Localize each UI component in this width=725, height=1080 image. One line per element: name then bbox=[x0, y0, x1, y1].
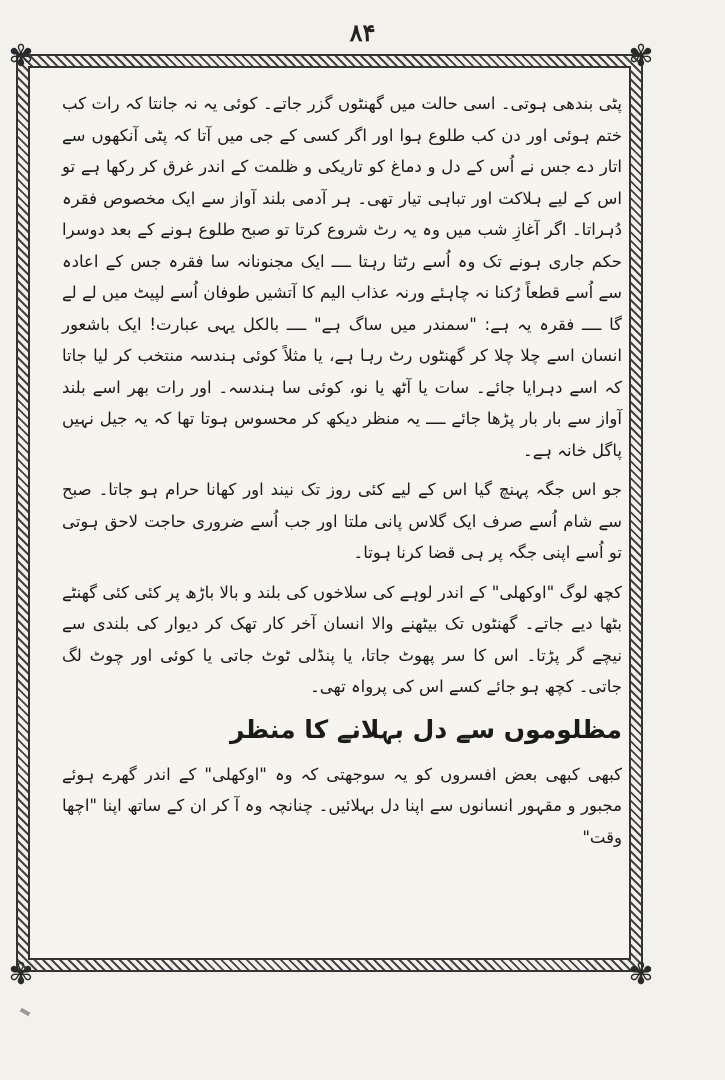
page-number: ۸۴ bbox=[349, 18, 376, 47]
paragraph: کچھ لوگ "اوکھلی" کے اندر لوہے کی سلاخوں کی بلند و بالا باڑھ پر کئی کئی گھنٹے بٹھا دیے جاتے۔ گھنٹوں تک بیٹھنے والا انسان آخر کار تھک کر دیوار کی بلندی سے نیچے گر پڑتا۔ اس کا سر پھوٹ جاتا، یا پنڈلی ٹوٹ جاتی یا کوئی اور چوٹ لگ جاتی۔ کچھ ہو جائے کسے اس کی پرواہ تھی۔ bbox=[62, 582, 622, 696]
corner-ornament-icon: ✾ bbox=[8, 957, 34, 992]
corner-ornament-icon: ✾ bbox=[628, 957, 654, 992]
section-heading: مظلوموں سے دل بہلانے کا منظر bbox=[229, 714, 622, 744]
page-mark bbox=[20, 1008, 31, 1016]
paragraph: پٹی بندھی ہوتی۔ اسی حالت میں گھنٹوں گزر جاتے۔ کوئی یہ نہ جانتا کہ رات کب ختم ہوئی اور دن کب طلوع ہوا اور اگر کسی کے جی میں آتا کہ پٹی آنکھوں سے اتار دے جس نے اُس کے دل و دماغ کو تاریکی و ظلمت کے اندر غرق کر رکھا ہے تو اس کے لیے ہلاکت اور تباہی تیار تھی۔ ہر آدمی بلند آواز سے ایک مخصوص فقرہ دُہراتا۔ اگر آغازِ شب میں وہ یہ رٹ شروع کرتا تو صبح طلوع ہونے کے بعد دوسرا حکم جاری ہونے تک وہ اُسے رٹتا رہتا ــــ ایک مجنونانہ سا فقرہ جس کے اعادہ سے اُسے قطعاً رُکنا نہ چاہئے ورنہ عذاب الیم کا آتشیں طوفان اُسے لپیٹ میں لے لے گا ــــ فقرہ یہ ہے: "سمندر میں ساگ ہے" ــــ بالکل یہی عبارت! ایک باشعور انسان اسے چلا چلا کر گھنٹوں رٹ رہا ہے، یا مثلاً کوئی ہندسہ منتخب کر لیا جاتا کہ اسے دہرایا جائے۔ سات یا آٹھ یا نو، کوئی سا ہندسہ۔ اور رات بھر اسے بلند آواز سے بار بار پڑھا جائے ــــ یہ منظر دیکھ کر محسوس ہوتا تھا کہ یہ جیل نہیں پاگل خانہ ہے۔ bbox=[62, 94, 622, 460]
corner-ornament-icon: ✾ bbox=[8, 39, 34, 74]
paragraph: کبھی کبھی بعض افسروں کو یہ سوجھتی کہ وہ "اوکھلی" کے اندر گھرے ہوئے مجبور و مقہور انسانوں سے اپنا دل بہلائیں۔ چنانچہ وہ آ کر ان کے ساتھ اپنا "اچھا وقت" bbox=[62, 764, 622, 847]
paragraph: جو اس جگہ پہنچ گیا اس کے لیے کئی روز تک نیند اور کھانا حرام ہو جاتا۔ صبح سے شام اُسے صرف ایک گلاس پانی ملتا اور جب اُسے ضروری حاجت لاحق ہوتی تو اُسے اپنی جگہ پر ہی قضا کرنا ہوتا۔ bbox=[62, 480, 622, 562]
corner-ornament-icon: ✾ bbox=[628, 39, 654, 74]
page-body bbox=[62, 88, 622, 958]
